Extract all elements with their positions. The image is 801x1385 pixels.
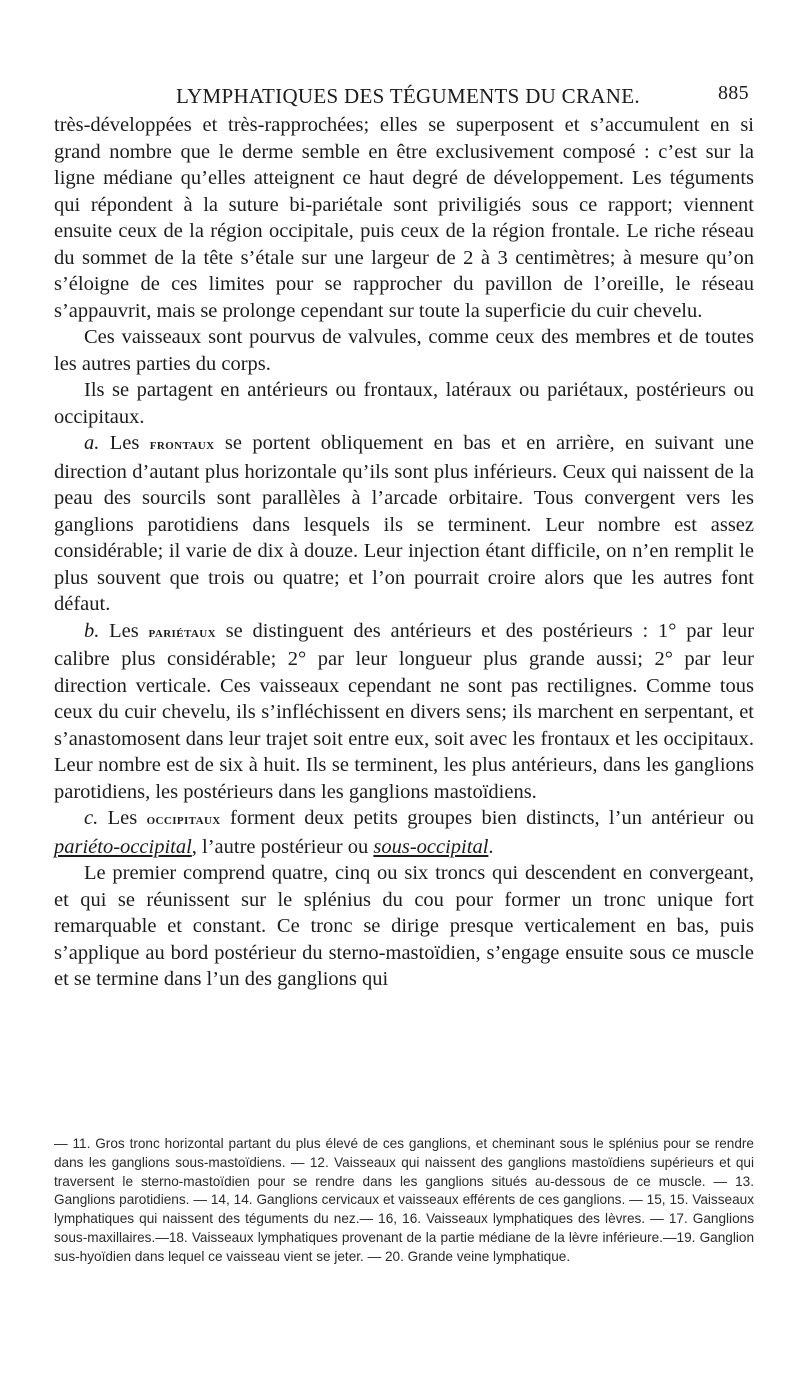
paragraph-7: Le premier comprend quatre, cinq ou six troncs qui descendent en convergeant, et qui se réunissent sur le splénius du cou pour former un tronc unique fort remarquable et constant. Ce tronc se dirige presque verticalement en bas, puis s’applique au bord postérieur du sterno-mastoïdien, s’engage ensuite sous ce muscle et se termine dans l’un des ganglions qui (54, 862, 754, 990)
paragraph-occipitaux (54, 805, 754, 860)
paragraph-2: Ces vaisseaux sont pourvus de valvules, comme ceux des membres et de toutes les autres parties du corps. (54, 326, 754, 375)
term-frontaux: frontaux (149, 437, 215, 453)
frontaux-text: se portent obliquement en bas et en arrière, en suivant une direction d’autant plus horizontale qu’ils sont plus inférieurs. Ceux qui naissent de la peau des sourcils sont parallèles à l’arcade orbitaire. Tous convergent vers les ganglions parotidiens dans lesquels ils se terminent. Leur nombre est assez considérable; il varie de dix à douze. Leur injection étant difficile, on n’en remplit le plus souvent que trois ou quatre; et l’on pourrait croire alors que les autres font défaut. (54, 432, 754, 615)
main-text (54, 112, 754, 993)
item-marker-a: a. (84, 432, 100, 454)
term-parieto-occipital: pariéto-occipital (54, 835, 192, 858)
occipitaux-text-1: forment deux petits groupes bien distincts, l’un antérieur ou (230, 807, 755, 829)
lead-word: Les (107, 807, 138, 829)
item-marker-c: c. (84, 807, 99, 829)
term-sous-occipital: sous-occipital (373, 835, 489, 858)
paragraph-3: Ils se partagent en antérieurs ou frontaux, latéraux ou pariétaux, postérieurs ou occipitaux. (54, 379, 754, 428)
running-title: LYMPHATIQUES DES TÉGUMENTS DU CRANE. (176, 84, 640, 108)
figure-legend-footnote (54, 1135, 754, 1267)
running-header (0, 76, 801, 110)
term-occipitaux: occipitaux (146, 812, 221, 828)
paragraph-1: très-développées et très-rapprochées; elles se superposent et s’accumulent en si grand nombre que le derme semble en être exclusivement composé : c’est sur la ligne médiane qu’elles atteignent ce haut degré de développement. Les téguments qui répondent à la suture bi-pariétale sont priviligiés sous ce rapport; viennent ensuite ceux de la région occipitale, puis ceux de la région frontale. Le riche réseau du sommet de la tête s’étale sur une largeur de 2 à 3 centimètres; à mesure qu’on s’éloigne de ces limites pour se rapprocher du pavillon de l’oreille, le réseau s’appauvrit, mais se prolonge cependant sur toute la superficie du cuir chevelu. (54, 114, 754, 322)
item-marker-b: b. (84, 619, 100, 642)
footnote-text: — 11. Gros tronc horizontal partant du plus élevé de ces ganglions, et cheminant sous le splénius pour se rendre dans les ganglions sous-mastoïdiens. — 12. Vaisseaux qui naissent des ganglions mastoïdiens supérieurs et qui traversent le sterno-mastoïdien pour se rendre dans les ganglions situés au-dessous de ce muscle. — 13. Ganglions parotidiens. — 14, 14. Ganglions cervicaux et vaisseaux efférents de ces ganglions. — 15, 15. Vaisseaux lymphatiques qui naissent des téguments du nez.— 16, 16. Vaisseaux lymphatiques des lèvres. — 17. Ganglions sous-maxillaires.—18. Vaisseaux lymphatiques provenant de la partie médiane de la lèvre inférieure.—19. Ganglion sus-hyoïdien dans lequel ce vaisseau vient se jeter. — 20. Grande veine lymphatique. (54, 1136, 754, 1264)
occipitaux-text-2: , l’autre postérieur ou (191, 835, 369, 858)
term-parietaux: pariétaux (148, 624, 216, 641)
paragraph-frontaux (54, 430, 754, 618)
paragraph-parietaux (54, 618, 754, 806)
lead-word: Les (109, 432, 140, 454)
lead-word: Les (109, 619, 139, 642)
parietaux-text: se distinguent des antérieurs et des postérieurs : 1° par leur calibre plus considérable; 2° par leur longueur plus grande aussi; 2° par leur direction verticale. Ces vaisseaux cependant ne sont pas rectilignes. Comme tous ceux du cuir chevelu, ils s’infléchissent en divers sens; ils marchent en serpentant, et s’anastomosent dans leur trajet soit entre eux, soit avec les frontaux et les occipitaux. Leur nombre est de six à huit. Ils se terminent, les plus antérieurs, dans les ganglions parotidiens, les postérieurs dans les ganglions mastoïdiens. (54, 619, 755, 803)
page-number: 885 (718, 82, 749, 104)
occipitaux-text-3: . (488, 835, 494, 858)
